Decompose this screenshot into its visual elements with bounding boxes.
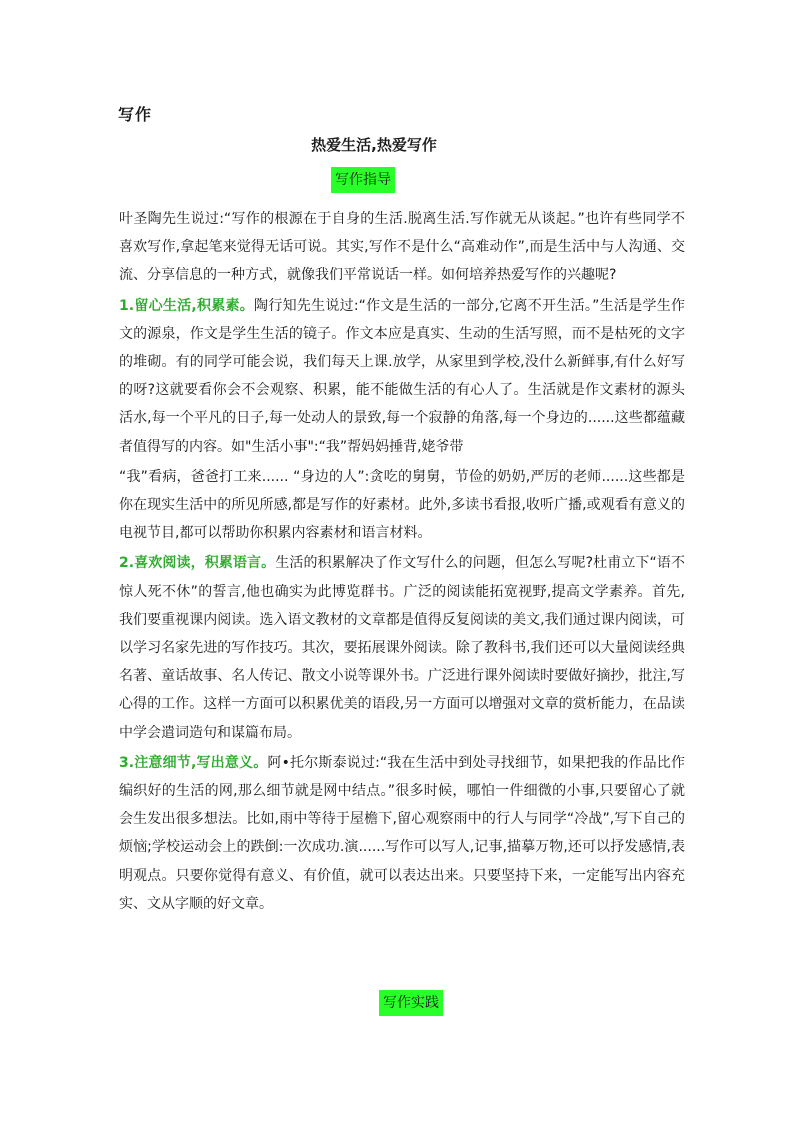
- writing-practice-tag: 写作实践: [379, 990, 443, 1016]
- point-1-lead: 1.留心生活,积累素。: [119, 297, 255, 314]
- point-2-paragraph: [119, 549, 685, 746]
- point-1-continued: “我”看病，爸爸打工来...... “身边的人”:贪吃的舅舅，节俭的奶奶,严厉的老师......这些都是你在现实生活中的所见所感,都是写作的好素材。此外,多读书看报,收听广播,或观看有意义的电视节目,都可以帮助你积累内容素材和语言材料。: [119, 468, 685, 542]
- main-title-text: 热爱生活,热爱写作: [311, 136, 437, 154]
- intro-paragraph: 叶圣陶先生说过:“写作的根源在于自身的生活.脱离生活.写作就无从谈起。”也许有些同学不喜欢写作,拿起笔来觉得无话可说。其实,写作不是什么“高难动作”,而是生活中与人沟通、交流、分享信息的一种方式，就像我们平常说话一样。如何培养热爱写作的兴趣呢?: [119, 211, 685, 284]
- section-title: 写作: [118, 105, 153, 124]
- writing-guide-tag: 写作指导: [331, 167, 395, 193]
- main-title: [0, 134, 800, 155]
- point-2-text: 生活的积累解决了作文写什么的问题，但怎么写呢?杜甫立下“语不惊人死不休”的誓言,他也确实为此博览群书。广泛的阅读能拓宽视野,提高文学素养。首先,我们要重视课内阅读。选入语文教材的文章都是值得反复阅读的美文,我们通过课内阅读，可以学习名家先进的写作技巧。其次，要拓展课外阅读。除了教科书,我们还可以大量阅读经典名著、童话故事、名人传记、散文小说等课外书。广泛进行课外阅读时要做好摘抄，批注,写心得的工作。这样一方面可以积累优美的语段,另一方面可以增强对文章的赏析能力，在品读中学会遣词造句和谋篇布局。: [119, 555, 685, 741]
- point-3-paragraph: [119, 749, 685, 918]
- point-2-lead: 2.喜欢阅读，积累语言。: [119, 555, 276, 572]
- article-body: [119, 205, 685, 920]
- point-3-lead: 3.注意细节,写出意义。: [119, 754, 268, 771]
- point-1-text: 陶行知先生说过:“作文是生活的一部分,它离不开生活。”生活是学生作文的源泉，作文是学生生活的镜子。作文本应是真实、生动的生活写照，而不是枯死的文字的堆砌。有的同学可能会说，我们每天上课.放学，从家里到学校,没什么新鲜事,有什么好写的呀?这就要看你会不会观察、积累，能不能做生活的有心人了。生活就是作文素材的源头活水,每一个平凡的日子,每一处动人的景致,每一个寂静的角落,每一个身边的......这些都蕴藏者值得写的内容。如"生活小事":“我”帮妈妈捶背,姥爷带: [119, 297, 685, 455]
- point-3-text: 阿•托尔斯泰说过:“我在生活中到处寻找细节，如果把我的作品比作编织好的生活的网,那么细节就是网中结点。”很多时候，哪怕一件细微的小事,只要留心了就会生发出很多想法。比如,雨中等待于屋檐下,留心观察雨中的行人与同学“冷战”,写下自己的烦恼;学校运动会上的跌倒:一次成功.演......写作可以写人,记事,描摹万物,还可以抒发感情,表明观点。只要你觉得有意义、有价值，就可以表达出来。只要坚持下来，一定能写出内容充实、文从字顺的好文章。: [119, 754, 685, 912]
- point-1-paragraph: [119, 292, 685, 461]
